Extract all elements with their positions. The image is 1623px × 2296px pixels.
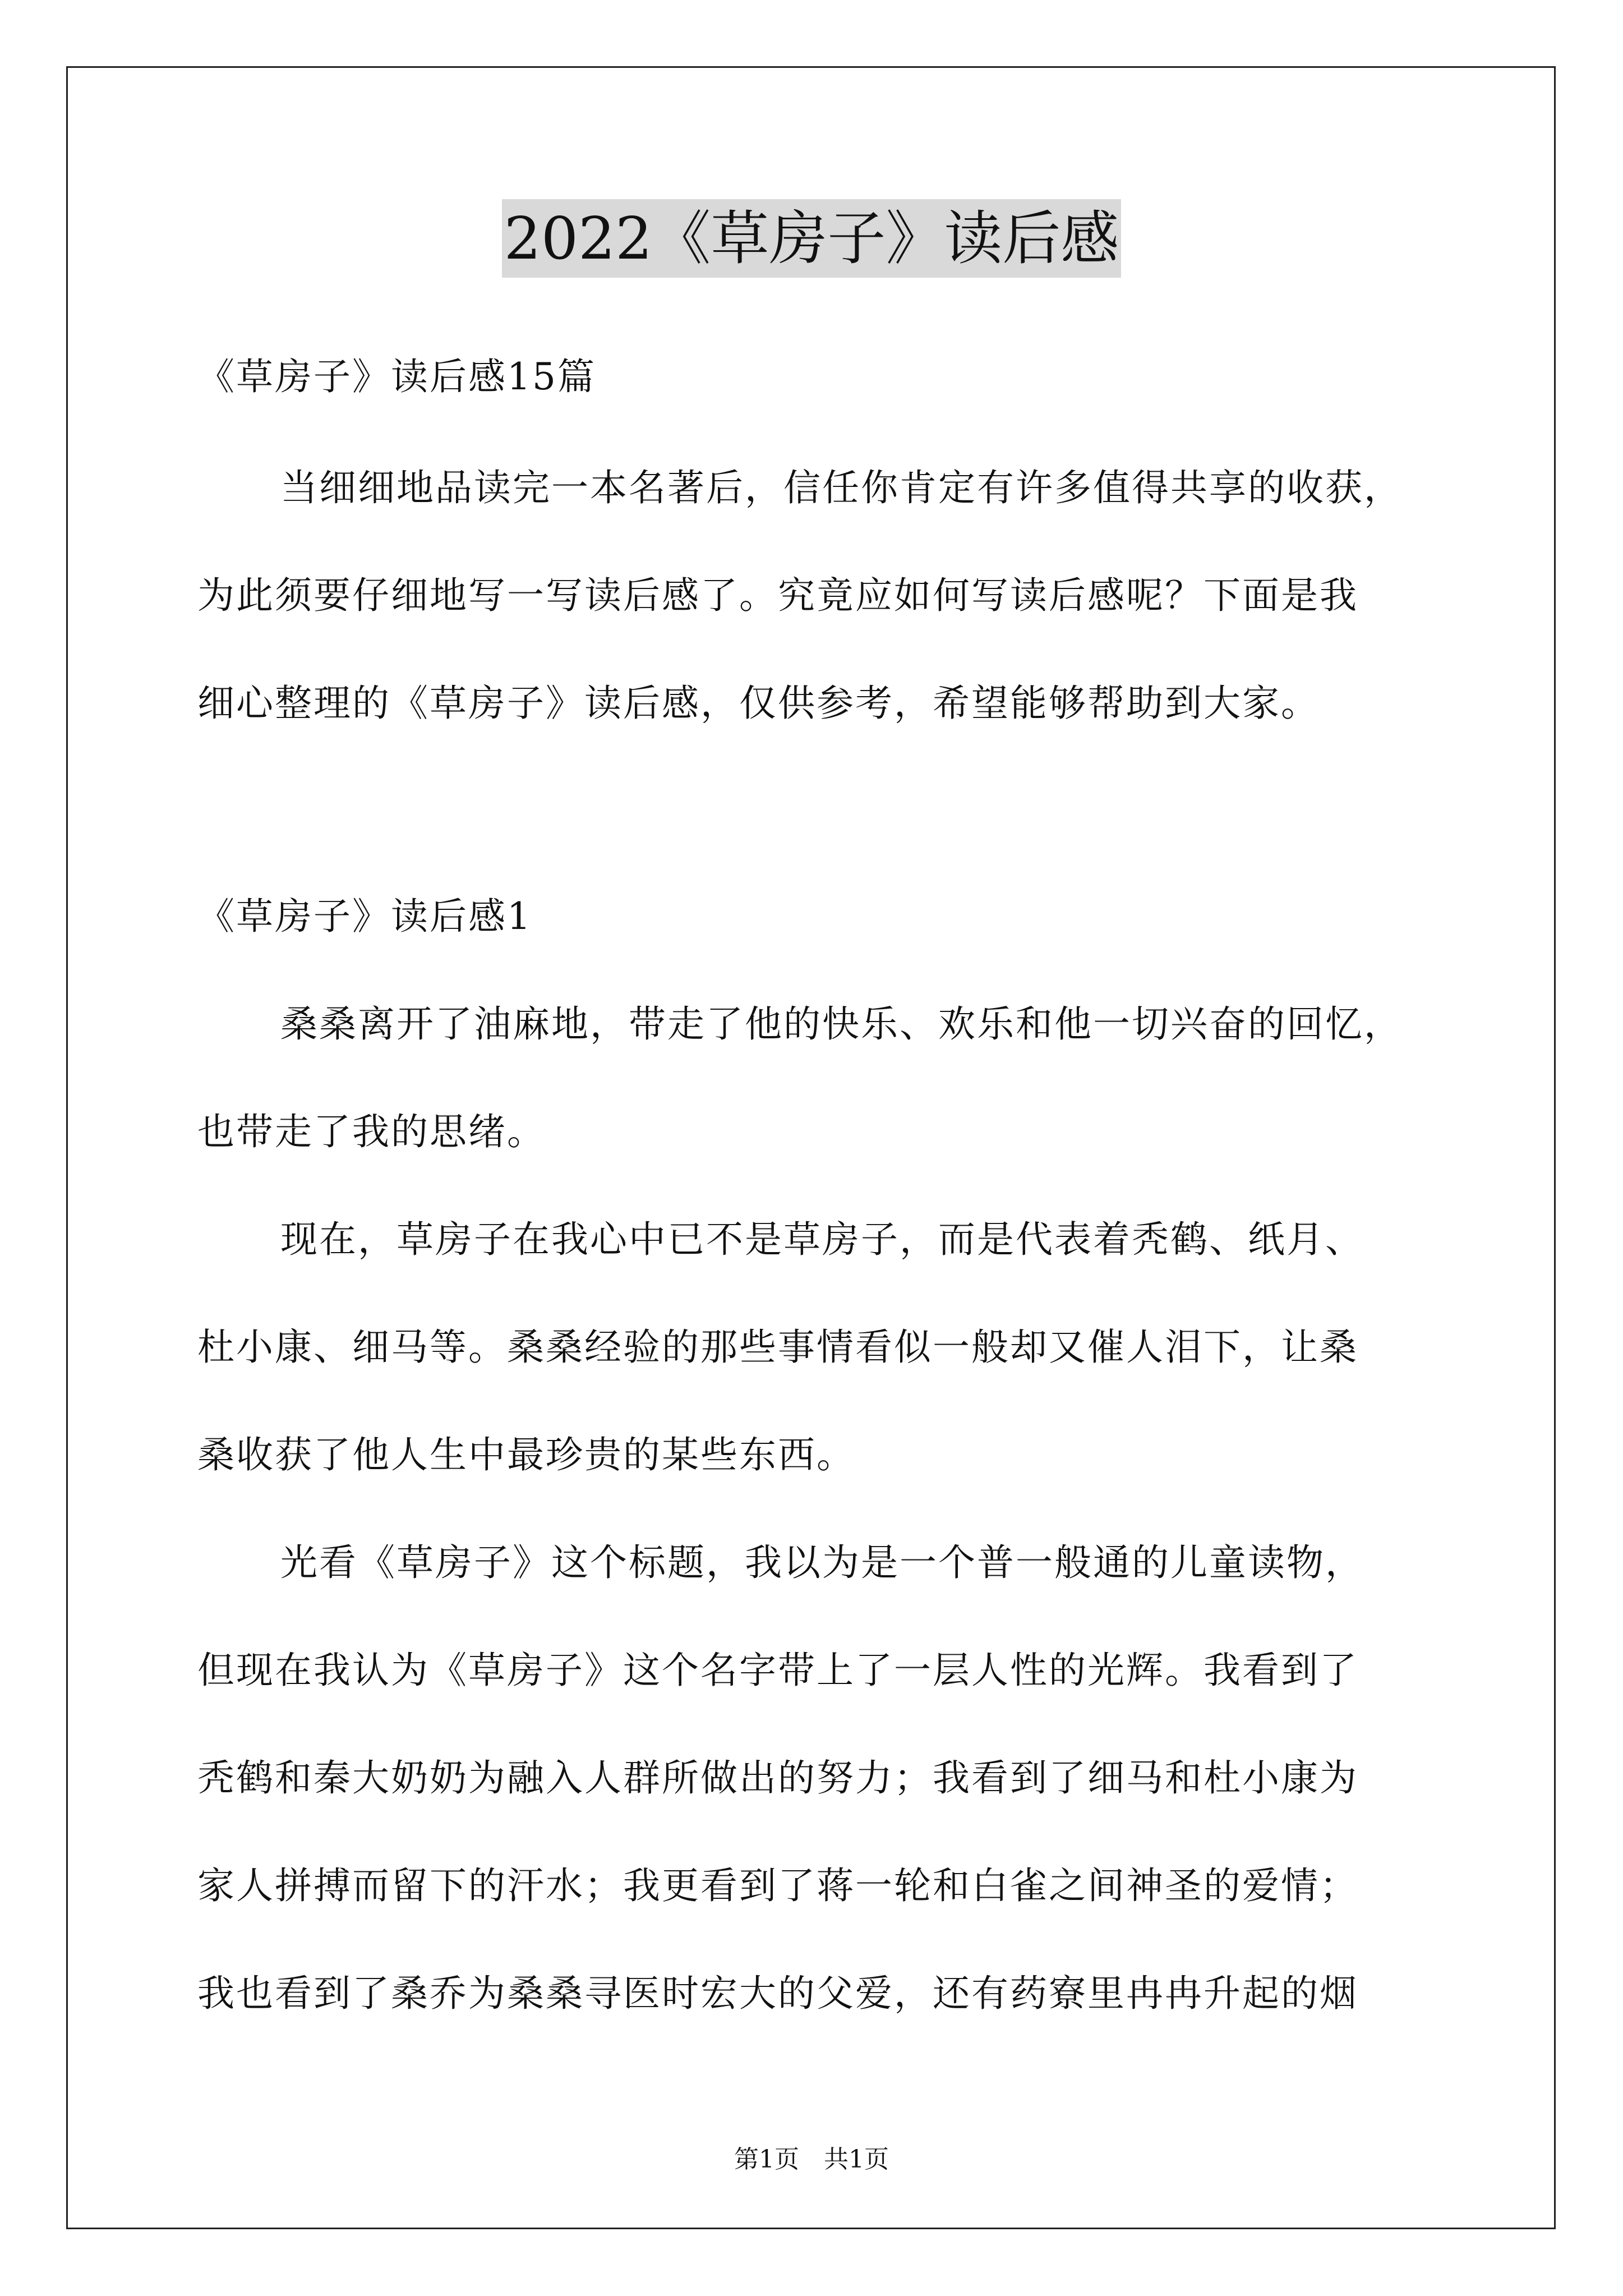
page-footer: 第1页 共1页 [734,2145,889,2174]
subtitle: 《草房子》读后感15篇 [197,355,596,398]
paragraph3-line-1: 光看《草房子》这个标题，我以为是一个普一般通的儿童读物， [280,1541,1364,1584]
paragraph2-line-3: 桑收获了他人生中最珍贵的某些东西。 [197,1433,855,1476]
paragraph2-line-1: 现在，草房子在我心中已不是草房子，而是代表着秃鹤、纸月、 [280,1218,1364,1261]
paragraph1-line-2: 也带走了我的思绪。 [197,1110,546,1153]
paragraph3-line-4: 家人拼搏而留下的汗水；我更看到了蒋一轮和白雀之间神圣的爱情； [197,1864,1358,1907]
paragraph3-line-3: 秃鹤和秦大奶奶为融入人群所做出的努力；我看到了细马和杜小康为 [197,1756,1358,1800]
paragraph1-line-1: 桑桑离开了油麻地，带走了他的快乐、欢乐和他一切兴奋的回忆， [280,1002,1403,1046]
paragraph3-line-5: 我也看到了桑乔为桑桑寻医时宏大的父爱，还有药寮里冉冉升起的烟 [197,1972,1358,2015]
paragraph2-line-2: 杜小康、细马等。桑桑经验的那些事情看似一般却又催人泪下，让桑 [197,1326,1358,1369]
page-title: 2022《草房子》读后感 [502,199,1122,278]
paragraph3-line-2: 但现在我认为《草房子》这个名字带上了一层人性的光辉。我看到了 [197,1649,1358,1692]
title-container [0,199,1623,278]
intro-line-3: 细心整理的《草房子》读后感，仅供参考，希望能够帮助到大家。 [197,682,1320,725]
intro-line-1: 当细细地品读完一本名著后，信任你肯定有许多值得共享的收获， [280,466,1403,509]
section-heading: 《草房子》读后感1 [197,895,532,938]
intro-line-2: 为此须要仔细地写一写读后感了。究竟应如何写读后感呢？下面是我 [197,574,1358,617]
